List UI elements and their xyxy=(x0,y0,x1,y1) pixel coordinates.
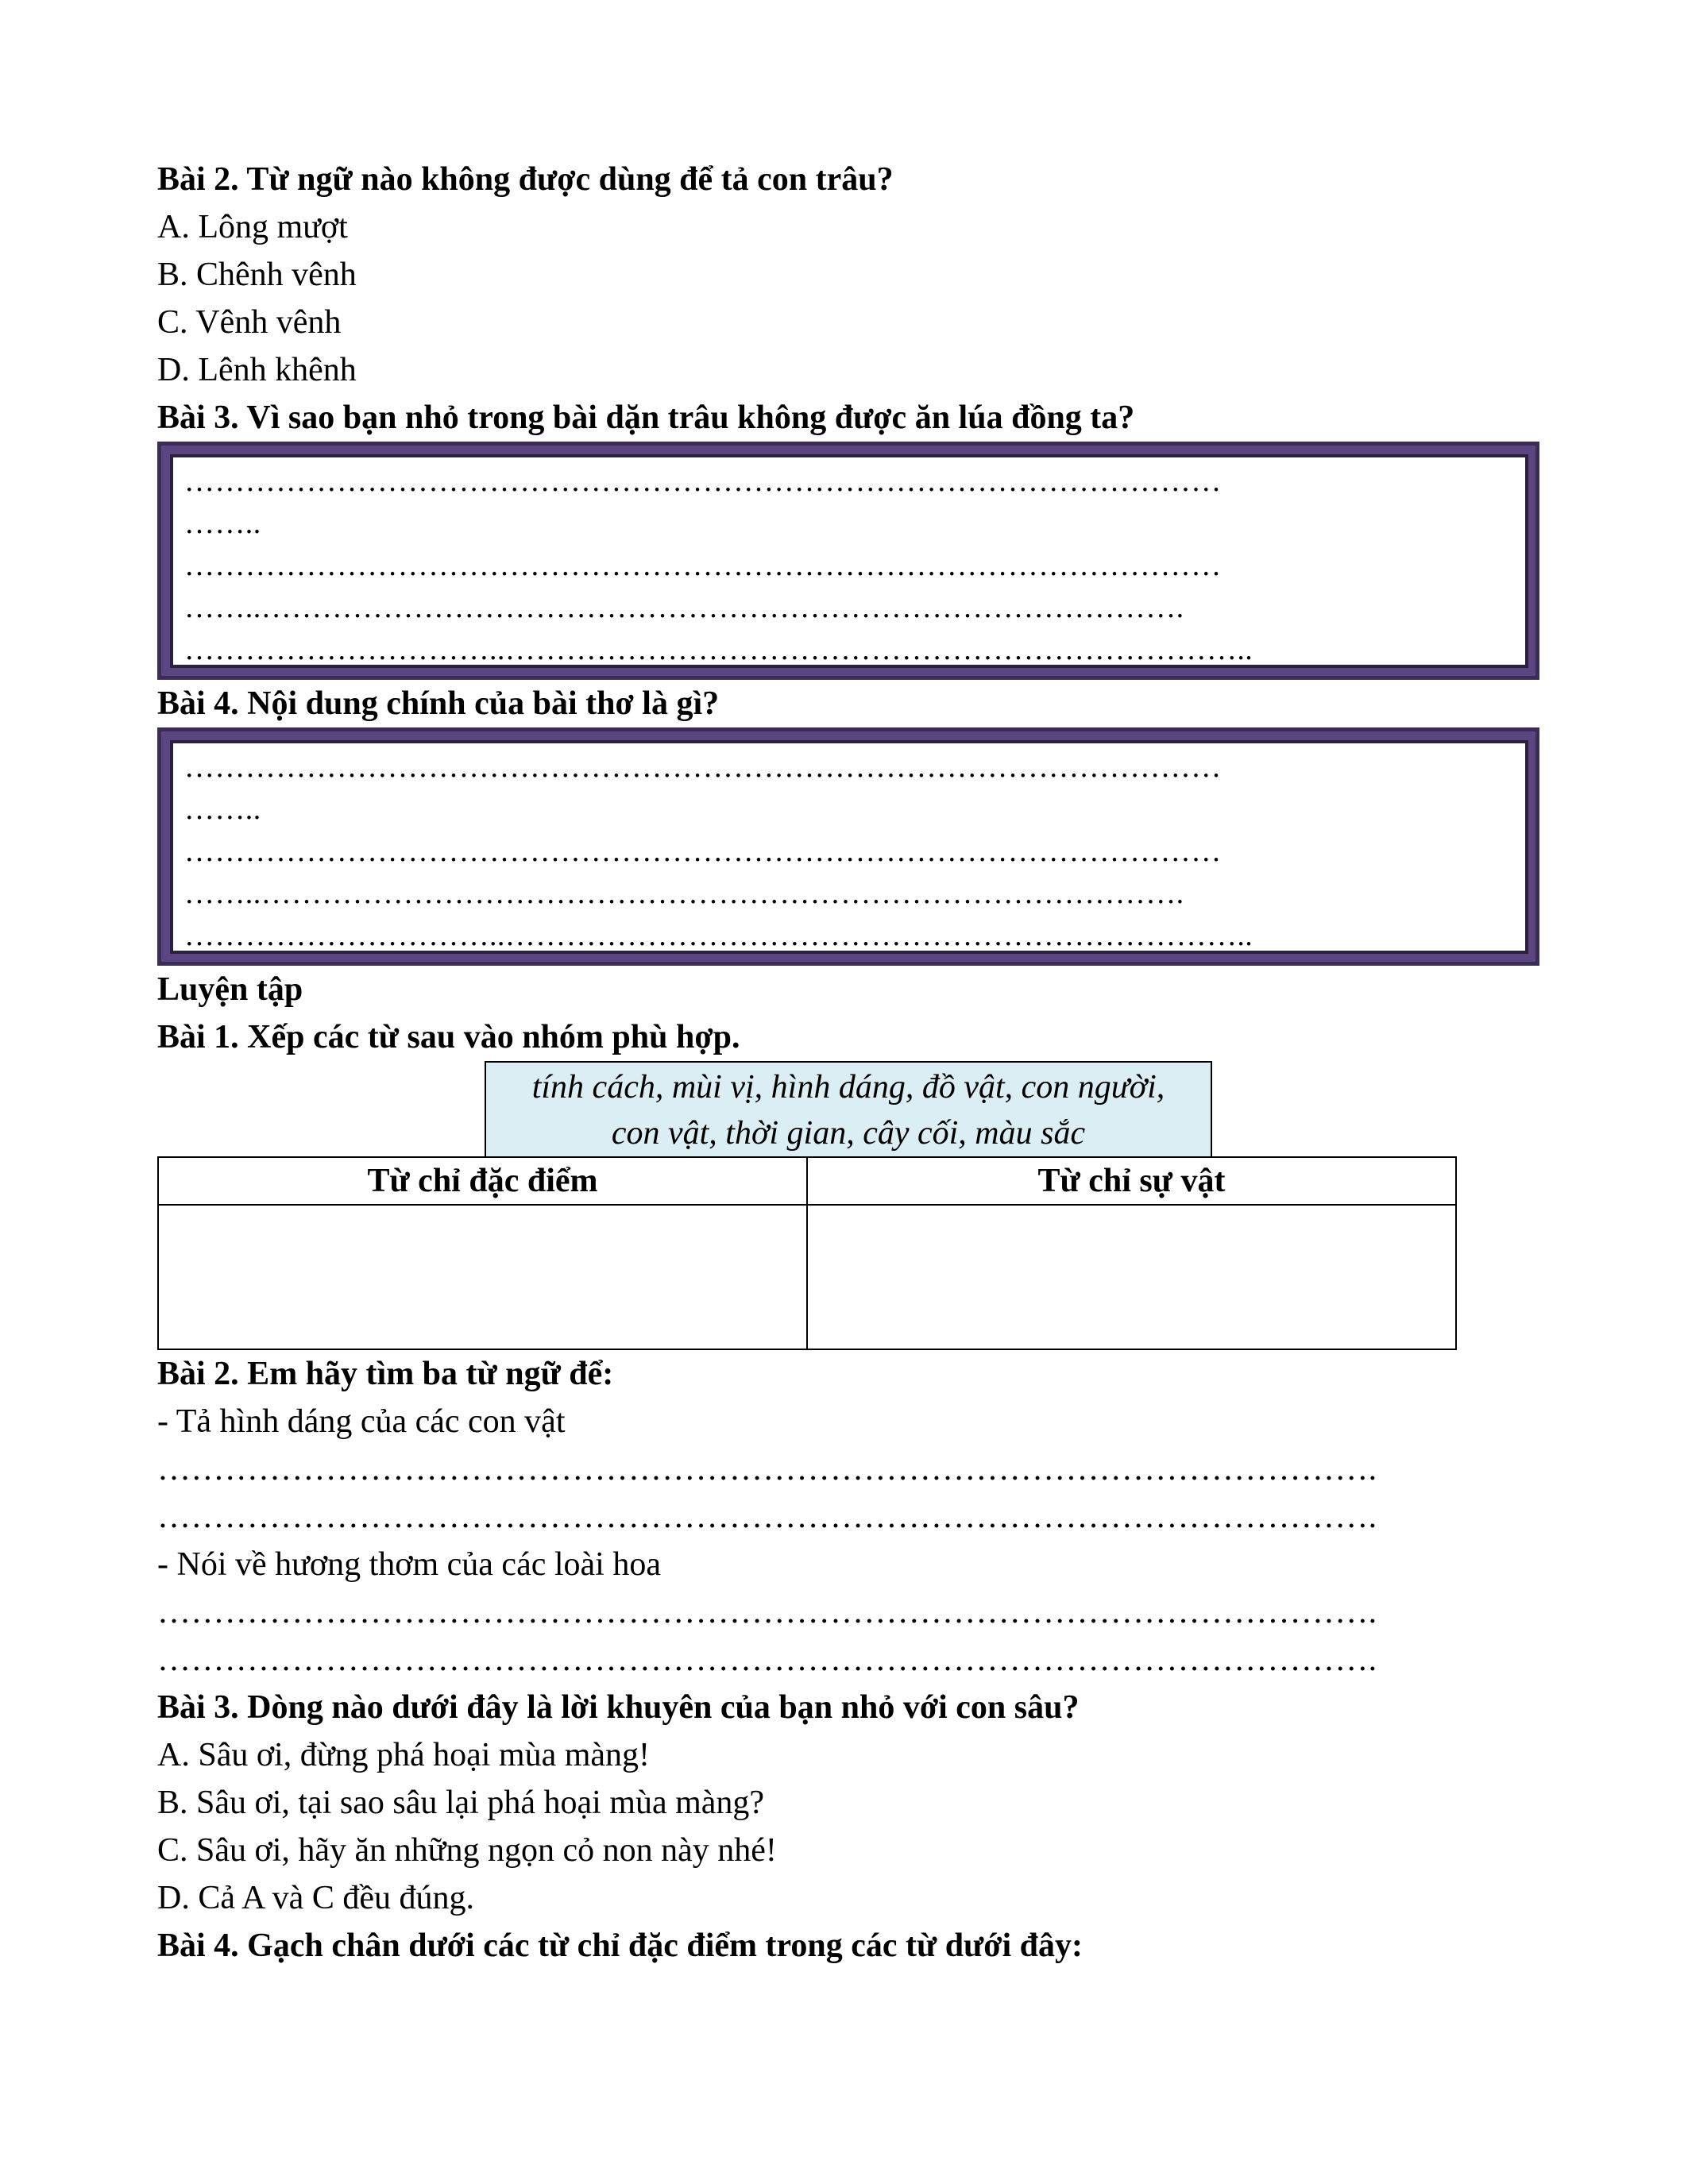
question-4-answer-area[interactable] xyxy=(170,740,1528,954)
word-bank xyxy=(485,1061,1212,1158)
characteristics-answer-cell[interactable] xyxy=(158,1205,807,1349)
word-bank-container xyxy=(157,1061,1539,1156)
practice-3-option-d: D. Cả A và C đều đúng. xyxy=(157,1880,474,1916)
answer-dotted-line: …………………………..……………………………………………………………….. xyxy=(184,633,1253,666)
answer-dotted-line[interactable]: ………………………………………………………………………………………………. xyxy=(157,1499,1377,1535)
sorting-table xyxy=(157,1156,1457,1350)
practice-3-option-b: B. Sâu ơi, tại sao sâu lại phá hoại mùa màng? xyxy=(157,1785,765,1821)
column-header-things: Từ chỉ sự vật xyxy=(807,1157,1456,1205)
practice-3-option-c: C. Sâu ơi, hãy ăn những ngọn cỏ non này nhé! xyxy=(157,1832,777,1869)
practice-4-prompt: Bài 4. Gạch chân dưới các từ chỉ đặc điểm trong các từ dưới đây: xyxy=(157,1927,1083,1964)
practice-heading: Luyện tập xyxy=(157,971,303,1008)
question-4-answer-box xyxy=(157,727,1539,966)
answer-dotted-line: …….. xyxy=(184,793,261,826)
practice-2-item-shape: - Tả hình dáng của các con vật xyxy=(157,1403,566,1440)
question-4-prompt: Bài 4. Nội dung chính của bài thơ là gì? xyxy=(157,685,720,722)
answer-dotted-line: ……..………………………………………………………………………………. xyxy=(184,877,1184,910)
practice-2-prompt: Bài 2. Em hãy tìm ba từ ngữ để: xyxy=(157,1356,614,1392)
practice-3-prompt: Bài 3. Dòng nào dưới đây là lời khuyên của bạn nhỏ với con sâu? xyxy=(157,1689,1080,1726)
practice-1-prompt: Bài 1. Xếp các từ sau vào nhóm phù hợp. xyxy=(157,1019,740,1055)
answer-dotted-line: ……..………………………………………………………………………………. xyxy=(184,591,1184,624)
answer-dotted-line[interactable]: ………………………………………………………………………………………………. xyxy=(157,1451,1377,1488)
answer-dotted-line[interactable]: ………………………………………………………………………………………………. xyxy=(157,1594,1377,1630)
answer-dotted-line[interactable]: ………………………………………………………………………………………………. xyxy=(157,1642,1377,1678)
question-3-answer-area[interactable] xyxy=(170,454,1528,668)
worksheet-page xyxy=(157,156,1539,1970)
word-bank-line: con vật, thời gian, cây cối, màu sắc xyxy=(611,1115,1086,1152)
question-3-prompt: Bài 3. Vì sao bạn nhỏ trong bài dặn trâu không được ăn lúa đồng ta? xyxy=(157,399,1135,436)
answer-dotted-line: …………………………..……………………………………………………………….. xyxy=(184,919,1253,952)
answer-dotted-line: ………………………………………………………………………………………… xyxy=(184,465,1222,498)
answer-dotted-line: ………………………………………………………………………………………… xyxy=(184,835,1222,868)
word-bank-line: tính cách, mùi vị, hình dáng, đồ vật, con người, xyxy=(531,1069,1165,1106)
question-2-option-d: D. Lênh khênh xyxy=(157,352,357,388)
practice-2-item-scent: - Nói về hương thơm của các loài hoa xyxy=(157,1546,661,1583)
answer-dotted-line: ………………………………………………………………………………………… xyxy=(184,751,1222,784)
question-2-option-b: B. Chênh vênh xyxy=(157,257,357,293)
things-answer-cell[interactable] xyxy=(807,1205,1456,1349)
practice-3-option-a: A. Sâu ơi, đừng phá hoại mùa màng! xyxy=(157,1737,651,1773)
question-2-option-a: A. Lông mượt xyxy=(157,209,348,245)
question-2-option-c: C. Vênh vênh xyxy=(157,304,342,341)
column-header-characteristics: Từ chỉ đặc điểm xyxy=(158,1157,807,1205)
question-3-answer-box xyxy=(157,442,1539,680)
question-2-prompt: Bài 2. Từ ngữ nào không được dùng để tả con trâu? xyxy=(157,161,894,198)
answer-dotted-line: ………………………………………………………………………………………… xyxy=(184,549,1222,582)
answer-dotted-line: …….. xyxy=(184,507,261,540)
